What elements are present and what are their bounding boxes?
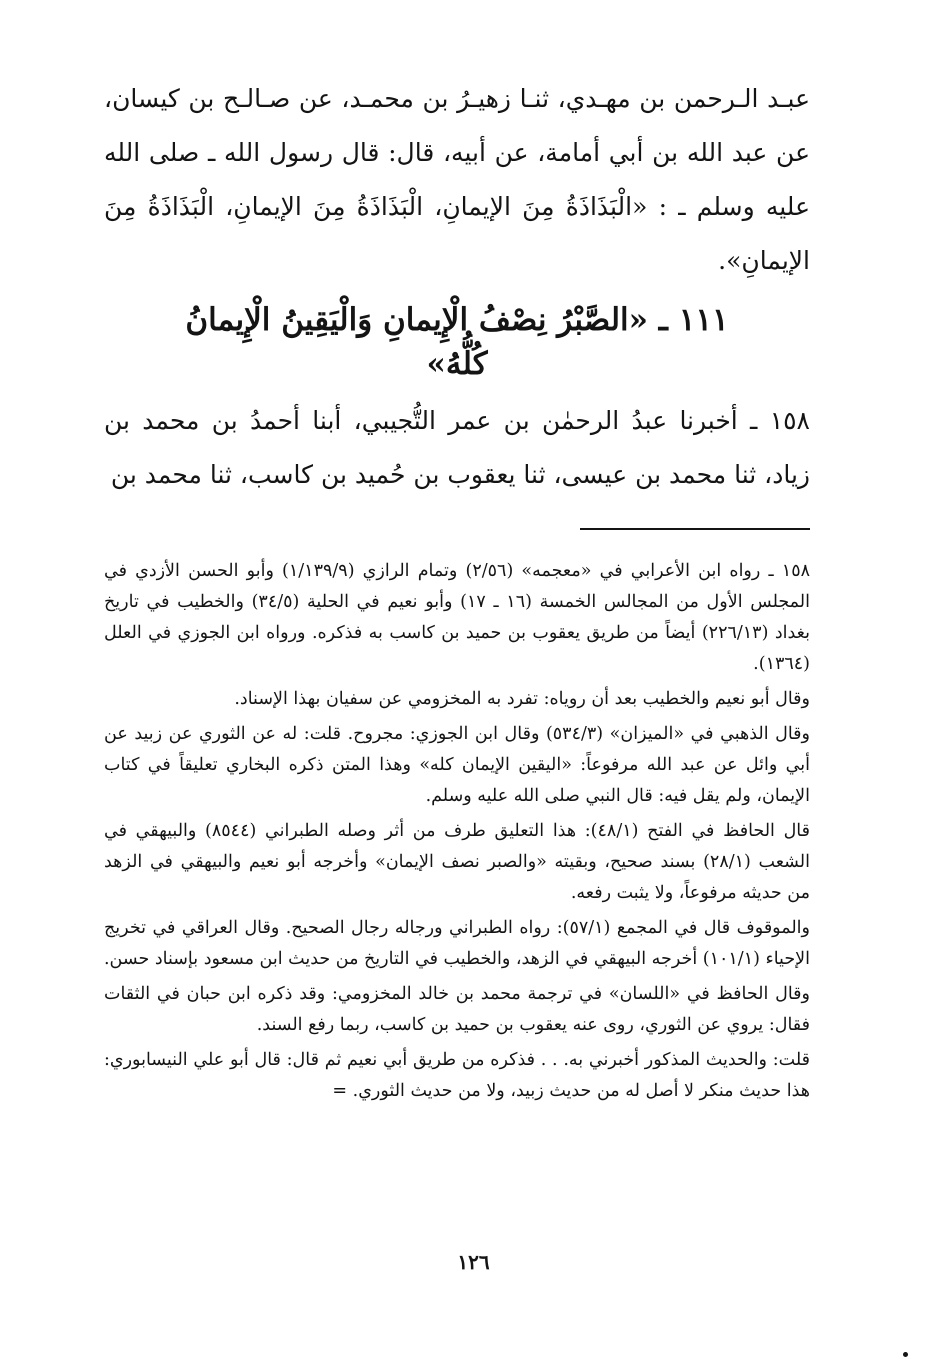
footnote-paragraph-last <box>104 1045 810 1107</box>
footnotes <box>104 556 810 1107</box>
chapter-title <box>104 298 810 386</box>
page-number: ١٢٦ <box>457 1250 490 1274</box>
scan-dot-mark <box>903 1352 908 1357</box>
footnote-last-text: قلت: والحديث المذكور أخبرني به. . . فذكره من طريق أبي نعيم ثم قال: قال أبو علي النيسابوري: هذا حديث منكر لا أصل له من حديث زبيد، ولا من حديث الثوري. <box>104 1050 810 1101</box>
footnote-paragraph: ١٥٨ ـ رواه ابن الأعرابي في «معجمه» (٢/٥٦) وتمام الرازي (١/١٣٩/٩) وأبو الحسن الأزدي في المجلس الأول من المجالس الخمسة (١٦ ـ ١٧) وأبو نعيم في الحلية (٣٤/٥) والخطيب في تاريخ بغداد (٢٢٦/١٣) أيضاً من طريق يعقوب بن حميد بن كاسب به فذكره. ورواه ابن الجوزي في العلل (١٣٦٤). <box>104 561 810 674</box>
main-text <box>104 72 810 288</box>
footnote-paragraph: قال الحافظ في الفتح (٤٨/١): هذا التعليق طرف من أثر وصله الطبراني (٨٥٤٤) والبيهقي في الشعب (٢٨/١) بسند صحيح، وبقيته «والصبر نصف الإيمان» وأخرجه أبو نعيم والبيهقي في الزهد من حديثه مرفوعاً، ولا يثبت رفعه. <box>104 821 810 903</box>
hadith-paragraph: عبـد الـرحمن بن مهـدي، ثنـا زهيـرُ بن محمـد، عن صـالـح بن كيسان، عن عبد الله بن أبي أمامة، عن أبيه، قال: قال رسول الله ـ صلى الله عليه وسلم ـ : «الْبَذَاذَةُ مِنَ الإيمانِ، الْبَذَاذَةُ مِنَ الإيمانِ، الْبَذَاذَةُ مِنَ الإيمانِ». <box>104 84 810 275</box>
footnote-paragraph: وقال الحافظ في «اللسان» في ترجمة محمد بن خالد المخزومي: وقد ذكره ابن حبان في الثقات فقال: يروي عن الثوري، روى عنه يعقوب بن حميد بن كاسب، ربما رفع السند. <box>104 984 810 1035</box>
page-content <box>104 72 810 1107</box>
chapter-title-line-1: ١١١ ـ «الصَّبْرُ نِصْفُ الْإِيمانِ وَالْيَقِينُ الْإِيمانُ <box>185 302 729 338</box>
main-text-continued <box>104 394 810 502</box>
footnote-paragraph: وقال الذهبي في «الميزان» (٥٣٤/٣) وقال ابن الجوزي: مجروح. قلت: له عن الثوري عن زبيد عن أبي وائل عن عبد الله مرفوعاً: «اليقين الإيمان كله» وهذا المتن ذكره البخاري تعليقاً في كتاب الإيمان، ولم يقل فيه: قال النبي صلى الله عليه وسلم. <box>104 724 810 806</box>
chapter-title-line-2: كُلُّهُ» <box>426 346 488 382</box>
isnad-paragraph: ١٥٨ ـ أخبرنا عبدُ الرحمٰن بن عمر التُّجيبي، أبنا أحمدُ بن محمد بن زياد، ثنا محمد بن عيسى، ثنا يعقوب بن حُميد بن كاسب، ثنا محمد بن <box>104 406 810 489</box>
continuation-mark: = <box>332 1081 348 1101</box>
footnote-paragraph: والموقوف قال في المجمع (٥٧/١): رواه الطبراني ورجاله رجال الصحيح. وقال العراقي في تخريج الإحياء (١٠١/١) أخرجه البيهقي في الزهد، والخطيب في التاريخ من حديث ابن مسعود بإسناد حسن. <box>103 918 810 969</box>
footnote-divider <box>580 528 810 530</box>
footnote-paragraph: وقال أبو نعيم والخطيب بعد أن روياه: تفرد به المخزومي عن سفيان بهذا الإسناد. <box>234 689 810 709</box>
